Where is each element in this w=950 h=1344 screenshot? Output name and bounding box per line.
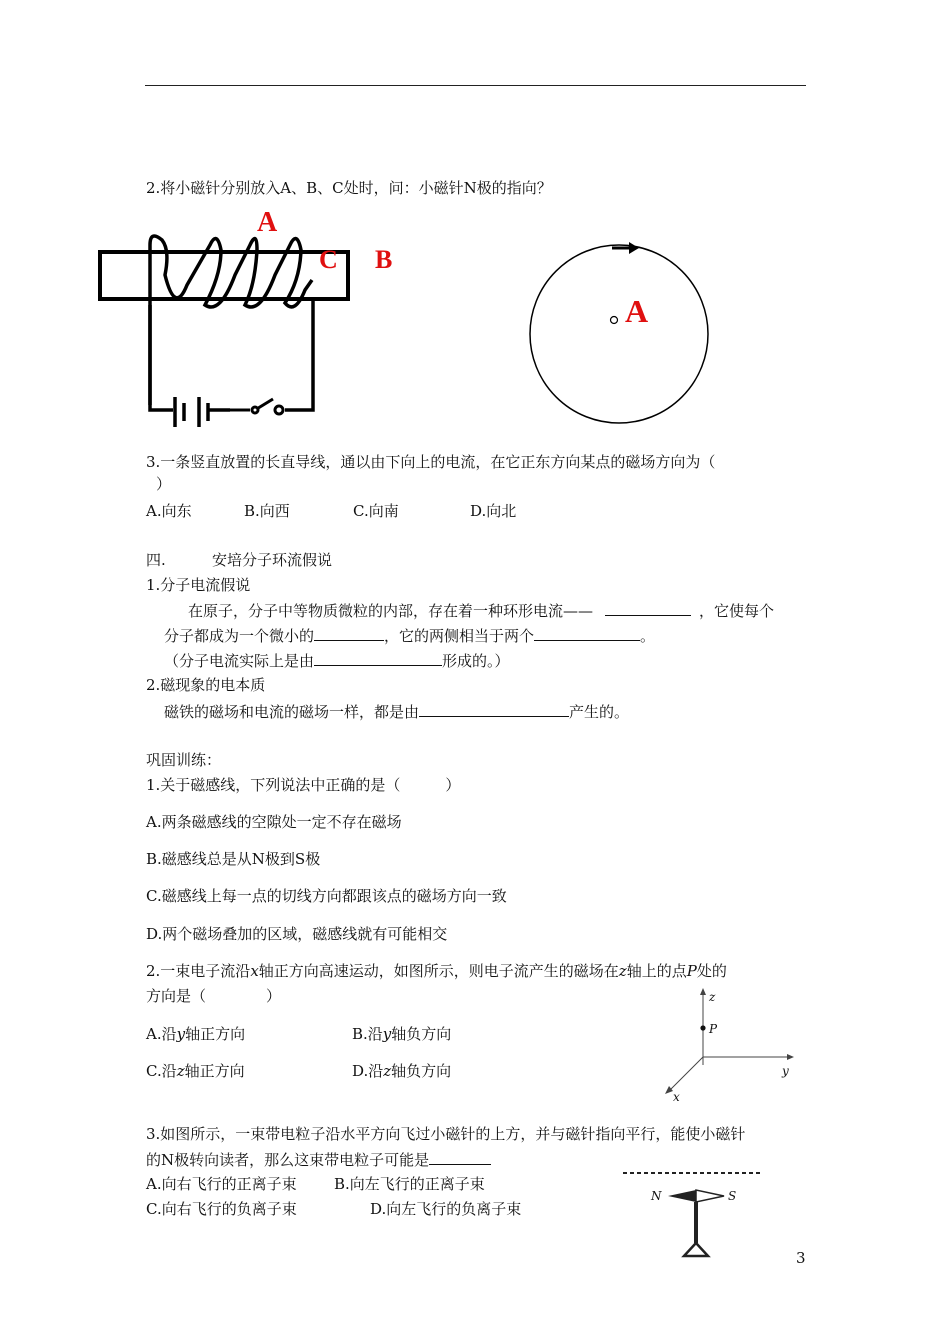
opt-d-pre: D.沿	[352, 1062, 384, 1080]
practice-q2-option-c	[146, 1061, 245, 1081]
opt-d-post: 轴负方向	[391, 1062, 452, 1080]
blank-5	[419, 701, 569, 717]
q3-option-a: A.向东	[146, 502, 192, 520]
practice-q2-line1	[146, 961, 727, 981]
practice-q1-option-a: A.两条磁感线的空隙处一定不存在磁场	[146, 813, 402, 831]
opt-b-axis: y	[382, 1025, 392, 1043]
practice-q2-line2: 方向是（ ）	[146, 987, 282, 1005]
opt-c-pre: C.沿	[146, 1062, 177, 1080]
p1-text-a: 在原子，分子中等物质微粒的内部，存在着一种环形电流——	[188, 602, 594, 620]
circuit-wire	[150, 300, 313, 410]
current-loop-figure	[525, 238, 715, 428]
q3-line2-text: 的N极转向读者，那么这束带电粒子可能是	[146, 1151, 430, 1169]
opt-d-axis: z	[383, 1062, 392, 1080]
section4-p4	[164, 701, 629, 722]
section4-sub2: 2.磁现象的电本质	[146, 676, 266, 694]
header-rule	[145, 85, 806, 86]
opt-a-axis: y	[176, 1025, 186, 1043]
needle-s-label: S	[728, 1189, 737, 1203]
page-number: 3	[796, 1249, 806, 1267]
q3-option-c: C.向南	[353, 502, 399, 520]
p1-text-b: ，它使每个	[699, 602, 775, 620]
opt-b-pre: B.沿	[352, 1025, 383, 1043]
practice-q1-option-d: D.两个磁场叠加的区域，磁感线就有可能相交	[146, 925, 448, 943]
p3-text-a: （分子电流实际上是由	[164, 652, 315, 670]
axis-x-label: x	[673, 1090, 680, 1104]
label-b: B	[375, 245, 393, 274]
practice-q2-option-b	[352, 1024, 451, 1044]
switch	[230, 399, 283, 414]
point-p	[700, 1025, 705, 1030]
solenoid-coil	[150, 236, 312, 405]
q2-var-p: P	[686, 962, 697, 980]
p4-text-a: 磁铁的磁场和电流的磁场一样，都是由	[164, 703, 420, 721]
opt-b-post: 轴负方向	[391, 1025, 452, 1043]
axis-y-label: y	[782, 1064, 789, 1078]
compass-needle-figure	[618, 1163, 768, 1263]
opt-c-axis: z	[176, 1062, 185, 1080]
section4-p1	[188, 600, 774, 621]
blank-4	[314, 650, 442, 666]
section4-p2	[164, 625, 655, 646]
q2-text-a: 2.一束电子流沿	[146, 962, 251, 980]
needle-n-label: N	[651, 1189, 662, 1203]
section4-title: 安培分子环流假说	[212, 551, 333, 569]
practice-q3-option-d: D.向左飞行的负离子束	[370, 1200, 522, 1218]
q2-var-x: x	[250, 962, 259, 980]
q3-option-d: D.向北	[470, 502, 517, 520]
needle-s-half	[696, 1190, 724, 1202]
p2-text-c: 。	[640, 627, 656, 645]
battery	[175, 397, 208, 427]
axes-figure	[655, 985, 800, 1100]
practice-q1: 1.关于磁感线，下列说法中正确的是（ ）	[146, 776, 461, 794]
section4-p3	[164, 650, 510, 671]
practice-q2-option-a	[146, 1024, 245, 1044]
section4-number: 四.	[146, 551, 166, 569]
practice-q3-option-a: A.向右飞行的正离子束	[146, 1175, 297, 1193]
q2-text-d: 处的	[696, 962, 727, 980]
practice-q2-option-d	[352, 1061, 451, 1081]
p2-text-b: ，它的两侧相当于两个	[384, 627, 535, 645]
practice-title: 巩固训练：	[146, 751, 222, 769]
axis-z-label: z	[709, 990, 716, 1004]
opt-a-pre: A.沿	[146, 1025, 177, 1043]
practice-q3-option-b: B.向左飞行的正离子束	[334, 1175, 485, 1193]
p2-text-a: 分子都成为一个微小的	[164, 627, 315, 645]
arrow-icon	[629, 242, 639, 254]
q3-option-b: B.向西	[244, 502, 290, 520]
section4-sub1: 1.分子电流假说	[146, 576, 251, 594]
center-point	[611, 317, 618, 324]
circle-label-a: A	[625, 293, 649, 329]
solenoid-core	[100, 252, 348, 299]
practice-q3-line1: 3.如图所示，一束带电粒子沿水平方向飞过小磁针的上方，并与磁针指向平行，能使小磁针	[146, 1125, 746, 1143]
solenoid-circuit-figure	[95, 205, 365, 440]
opt-a-post: 轴正方向	[185, 1025, 246, 1043]
needle-n-half	[668, 1190, 696, 1202]
question-compass: 2.将小磁针分别放入A、B、C处时，问：小磁针N极的指向？	[146, 179, 552, 197]
q2-text-b: 轴正方向高速运动，如图所示，则电子流产生的磁场在	[258, 962, 619, 980]
q2-var-z: z	[618, 962, 627, 980]
q2-text-c: 轴上的点	[626, 962, 687, 980]
blank-1	[605, 600, 691, 616]
opt-c-post: 轴正方向	[184, 1062, 245, 1080]
label-c: C	[319, 245, 338, 274]
practice-q3-line2	[146, 1149, 491, 1170]
p4-text-b: 产生的。	[569, 703, 630, 721]
label-a: A	[257, 207, 278, 238]
blank-2	[314, 625, 384, 641]
practice-q1-option-c: C.磁感线上每一点的切线方向都跟该点的磁场方向一致	[146, 887, 507, 905]
q3-line2: ）	[156, 475, 172, 493]
practice-q3-option-c: C.向右飞行的负离子束	[146, 1200, 297, 1218]
p3-text-b: 形成的。）	[442, 652, 510, 670]
axis-p-label: P	[709, 1022, 718, 1036]
blank-3	[534, 625, 640, 641]
q3-line1: 3.一条竖直放置的长直导线，通以由下向上的电流，在它正东方向某点的磁场方向为（	[146, 453, 716, 471]
blank-6	[429, 1149, 491, 1165]
practice-q1-option-b: B.磁感线总是从N极到S极	[146, 850, 321, 868]
